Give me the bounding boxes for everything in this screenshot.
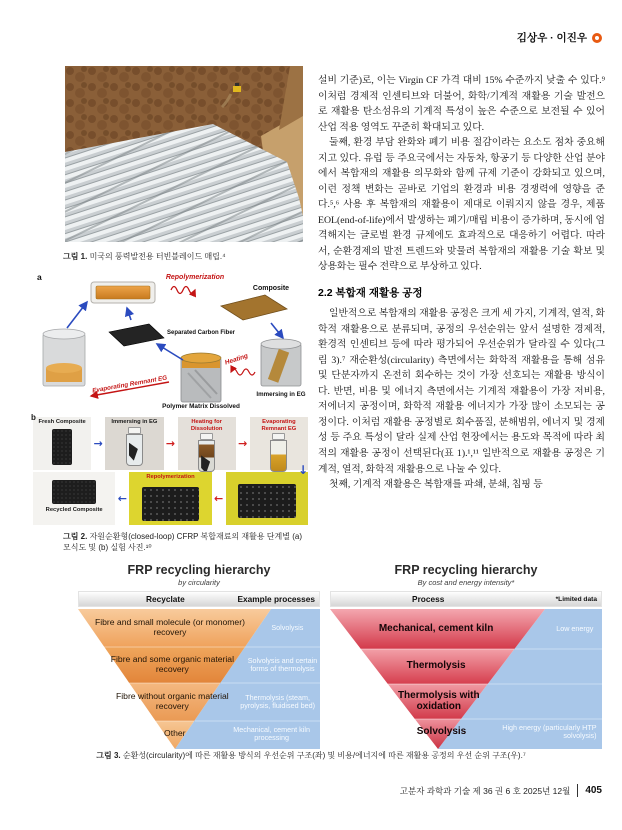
paragraph: 첫째, 기계적 재활용은 복합재를 파쇄, 분쇄, 칩핑 등	[329, 479, 543, 491]
arrow-left-icon: ←	[117, 492, 127, 505]
heating-label: Heating	[224, 352, 249, 367]
separated-carbon-fiber-label: Separated Carbon Fiber	[167, 330, 236, 336]
panel-b-row-2	[33, 472, 308, 525]
figure2	[33, 268, 308, 525]
figure2-caption-text: 자원순환형(closed-loop) CFRP 복합재료의 재활용 단계별 (a) 모식도 및 (b) 실험 사진.¹⁰	[63, 532, 302, 553]
figure2-caption-label: 그림 2.	[63, 532, 88, 541]
left-row-label: Fibre and some organic material recovery	[110, 654, 234, 674]
figure3-caption-text: 순환성(circularity)에 따른 재활용 방식의 우선순위 구조(좌) 및 비용/에너지에 따른 재활용 공정의 우선 순위 구조(우).⁷	[120, 751, 526, 760]
figure1-caption	[63, 251, 305, 262]
panel-b-row-1	[33, 417, 308, 470]
left-row-label: Fibre without organic material recovery	[116, 691, 229, 711]
process-header: Process	[412, 594, 445, 604]
section-heading: 2.2 복합재 재활용 공정	[318, 286, 423, 299]
figure2-panel-b	[31, 413, 308, 525]
vial-yellow	[270, 433, 287, 472]
figure2-caption	[63, 531, 308, 553]
figure3-caption-label: 그림 3.	[96, 751, 121, 760]
left-row-process: Mechanical, cement kiln processing	[233, 724, 310, 742]
fresh-composite-plate	[52, 429, 72, 465]
left-row-process: Solvolysis	[271, 622, 304, 632]
arrow-right-icon: →	[238, 437, 248, 450]
right-panel-subtitle: By cost and energy intensity*	[417, 578, 515, 587]
recycled-composite-label: Recycled Composite	[45, 507, 103, 513]
polymer-matrix-dissolved-label: Polymer Matrix Dissolved	[162, 403, 240, 410]
author-names: 김상우 · 이진우	[516, 32, 587, 44]
left-row-process: Solvolysis and certain forms of thermolysis	[247, 655, 318, 673]
arrow-to-tray	[67, 302, 87, 328]
immersing-label: Immersing in EG	[111, 419, 158, 425]
paragraph: 둘째, 환경 부담 완화와 폐기 비용 절감이라는 요소도 점차 중요해지고 있다. 유럽 등 주요국에서는 자동차, 항공기 등 다양한 산업 분야에서 복합재의 재활용 의무화와 함께 규제 기준이 강화되고 있으며, 이런 정책 변화는 곧바로 기업의 환경과 비용 경쟁력에 영향을 준다.⁵,⁶ 사용 후 복합재의 재활용이 제대로 이뤄지지 않을 경우, 제품 EOL(end-of-life)에서 발생하는 폐기/매립 비용이 증가하며, 동시에 엄격해지는 글로벌 환경 규제에도 효과적으로 대응하기 어렵다. 따라서, 순환경제의 발전 트렌드와 맞물려 복합재의 재활용 기술 확보 및 상용화는 필수 전략으로 부상하고 있다.	[318, 137, 605, 273]
figure3-left-panel	[78, 563, 320, 749]
right-row-note: High energy (particularly HTP solvolysis)	[502, 722, 597, 740]
immersing-in-eg-label: Immersing in EG	[256, 391, 306, 398]
recycled-composite-plate	[52, 480, 96, 504]
body-text-column	[318, 73, 605, 493]
right-row-note: Low energy	[556, 623, 594, 633]
figure2-panel-a	[33, 268, 308, 410]
figure1-caption-label: 그림 1.	[63, 252, 88, 261]
panel-a-label: a	[37, 272, 42, 282]
fiber-sheet	[142, 487, 200, 521]
fiber-sheet	[238, 484, 296, 518]
photo-heating	[178, 417, 236, 470]
evaporating-remnant-eg-label: Evaporating Remnant EG	[91, 374, 168, 395]
left-row-label: Fibre and small molecule (or monomer) recovery	[94, 617, 245, 637]
carbon-fiber-sheet	[109, 324, 164, 346]
left-panel-title: FRP recycling hierarchy	[127, 563, 271, 577]
dissolution-beaker	[181, 353, 221, 402]
arrow-fiber-to-tray	[127, 308, 131, 320]
paragraph: 설비 기준)로, 이는 Virgin CF 가격 대비 15% 수준까지 낮출 수 있다.⁹ 이처럼 경제적 인센티브와 더불어, 화학/기계적 재활용 기술 발전으로 재활용 탄소섬유의 기계적 특성이 높은 수준으로 보전될 수 있어 산업 적용 영역도 꾸준히 확대되고 있다.	[318, 75, 605, 133]
left-row-label: Other	[164, 728, 186, 739]
left-pyramid-body	[78, 609, 320, 749]
page-number: 405	[585, 785, 602, 796]
corresponding-author-icon	[592, 33, 602, 43]
arrow-right-icon: →	[93, 437, 103, 450]
composite-plate	[221, 295, 287, 320]
journal-info: 고분자 과학과 기술 제 36 권 6 호 2025년 12월	[399, 785, 571, 796]
heating-for-dissolution-label: Heating for Dissolution	[190, 419, 223, 432]
example-processes-header: Example processes	[237, 594, 315, 604]
photo-recovered-fabric	[226, 472, 308, 525]
repolymerization-b-label: Repolymerization	[146, 474, 195, 480]
heating-arrow	[231, 369, 255, 375]
arrow-down-icon: ↓	[297, 463, 308, 477]
repolymerization-label: Repolymerization	[165, 274, 225, 281]
right-row-label: Mechanical, cement kiln	[378, 623, 494, 635]
arrow-to-immersion	[271, 323, 283, 338]
photo-recycled-composite	[33, 472, 115, 525]
composite-label: Composite	[252, 285, 290, 292]
recyclate-header: Recyclate	[146, 594, 185, 604]
left-panel-header	[78, 591, 320, 607]
panel-b-label: b	[31, 413, 36, 422]
figure1-photo	[65, 66, 303, 242]
repolymerization-arrow	[171, 287, 195, 294]
arrow-right-icon: →	[165, 437, 176, 450]
right-row-label: Thermolysis with oxidation	[397, 689, 480, 712]
arrow-beaker-to-fiber	[157, 344, 183, 360]
figure3-right-panel	[330, 563, 602, 749]
photo-immersing	[105, 417, 163, 470]
evaporating-label: Evaporating Remnant EG	[261, 419, 297, 432]
evaporation-beaker	[43, 329, 85, 386]
left-row-process: Thermolysis (steam, pyrolysis, fluidised bed)	[240, 692, 315, 710]
figure1-caption-text: 미국의 풍력발전용 터빈블레이드 매립.⁴	[87, 252, 226, 261]
arrow-left-icon: ←	[214, 492, 224, 505]
right-pyramid-body	[330, 609, 602, 749]
right-panel-header	[330, 591, 602, 607]
page-header	[517, 30, 602, 45]
figure3-caption	[20, 750, 602, 761]
right-panel-title: FRP recycling hierarchy	[394, 563, 538, 577]
limited-data-note: *Limited data	[555, 595, 597, 603]
footer-divider	[577, 784, 578, 797]
fresh-composite-label: Fresh Composite	[38, 419, 86, 425]
paragraph: 일반적으로 복합재의 재활용 공정은 크게 세 가지, 기계적, 열적, 화학적 재활용으로 분류되며, 공정의 우선순위는 앞서 설명한 경제적, 환경적 인센티브 등에 따라 평가되어 우선순위가 달라질 수 있다(그림 3).⁷ 재순환성(circularity) 측면에서는 화학적 재활용을 통해 섬유 및 단분자까지 온전히 회수하는 것이 가장 선호되는 재활용 방식이다. 반면, 비용 및 에너지 측면에서는 기계적 재활용이 가장 저비용, 저에너지 공정이며, 화학적 재활용 에너지가 가장 많이 소모되는 공정이다. 이처럼 재활용 공정별로 회수품질, 분해범위, 에너지 및 경제성 등 주요 특성이 달라 실제 산업 현장에서는 용도와 목적에 따라 최적의 재활용 공정이 선택된다(표 1).¹,¹¹ 일반적으로 재활용 공정은 기계적, 열적, 화학적 재활용으로 나눌 수 있다.	[318, 308, 605, 475]
right-row-label: Solvolysis	[416, 726, 467, 738]
page-footer	[400, 784, 602, 797]
resin-tray	[91, 282, 155, 303]
right-row-label: Thermolysis	[406, 660, 466, 672]
left-panel-subtitle: by circularity	[178, 578, 220, 587]
photo-fresh-composite	[33, 417, 91, 470]
vial-clear	[126, 427, 143, 466]
photo-repolymerized-sheet	[129, 472, 211, 525]
immersion-beaker	[261, 339, 301, 386]
vial-brown	[198, 433, 215, 472]
